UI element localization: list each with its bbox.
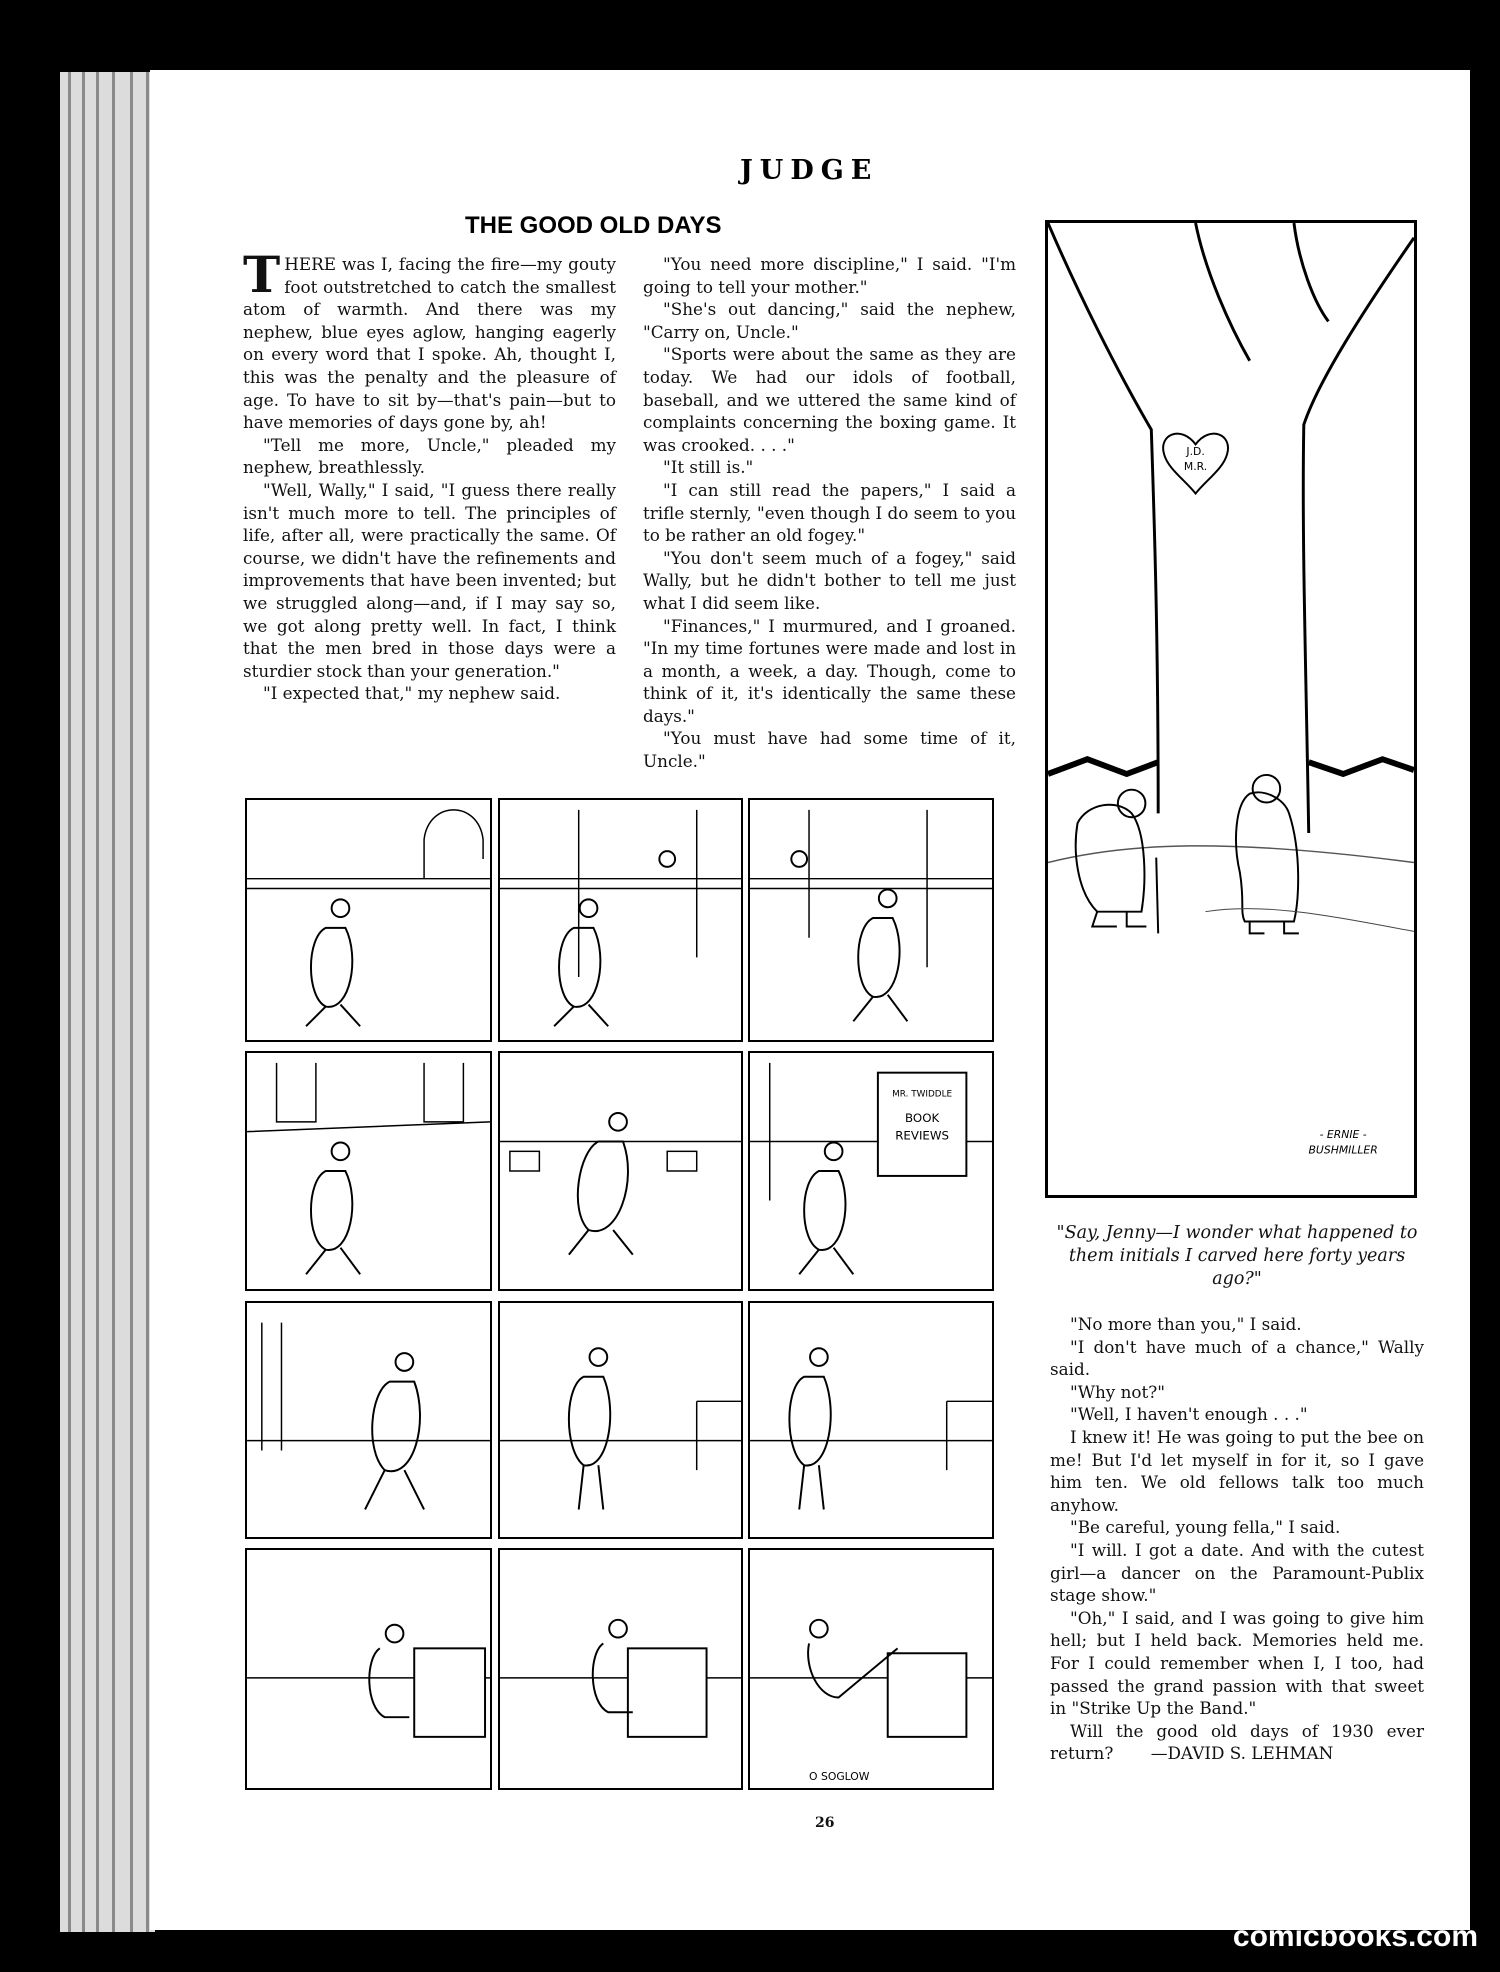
drop-cap: T [243,245,281,304]
comic-panel-8 [498,1301,743,1539]
comic-panel-4 [245,1051,492,1291]
paragraph: "I will. I got a date. And with the cutest girl—a dancer on the Paramount-Publix stage show." [1050,1539,1424,1606]
page-number: 26 [815,1815,835,1831]
paragraph: "Finances," I murmured, and I groaned. "In my time fortunes were made and lost in a month, a week, a day. Though, come to think of it, it's identically the same these days." [643,615,1016,726]
paragraph: "Why not?" [1070,1381,1165,1402]
paragraph: "It still is." [663,457,754,478]
paragraph: I knew it! He was going to put the bee on me! But I'd let myself in for it, so I gave him ten. We old fellows talk too much anyhow. [1050,1426,1424,1515]
paragraph: "She's out dancing," said the nephew, "Carry on, Uncle." [643,299,1016,342]
paragraph: "Tell me more, Uncle," pleaded my nephew, breathlessly. [243,434,616,478]
paragraph: "You don't seem much of a fogey," said Wally, but he didn't bother to tell me just what I did seem like. [643,547,1016,613]
comic-strip [245,798,1010,1796]
office-sign-line-1: MR. TWIDDLE [892,1089,953,1100]
tree-cartoon-drawing [1048,223,1414,1185]
strip-artist-signature: O SOGLOW [809,1770,870,1784]
scan-background [0,0,1500,72]
paragraph: "Well, I haven't enough . . ." [1070,1404,1308,1425]
paragraph: THERE was I, facing the fire—my gouty foot outstretched to catch the smallest atom of warmth. And there was my nephew, blue eyes aglow, hanging eagerly on every word that I spoke. Ah, thought I, this was the penalty and the pleasure of age. To have to sit by—that's pain—but to have memories of days gone by, ah! [243,245,617,433]
office-sign-line-2: BOOK [905,1110,940,1125]
tree-cartoon [1045,220,1417,1198]
comic-panel-6 [748,1051,994,1291]
paragraph: "Oh," I said, and I was going to give him hell; but I held back. Memories held me. For I could remember when I, I too, had passed the grand passion with that sweet in "Strike Up the Band." [1050,1607,1424,1719]
paragraph: "You need more discipline," I said. "I'm going to tell your mother." [643,254,1016,297]
paragraph [1050,1720,1424,1765]
comic-panel-1 [245,798,492,1042]
paragraph: "I don't have much of a chance," Wally said. [1050,1336,1424,1380]
office-sign-line-3: REVIEWS [895,1128,950,1143]
comic-panel-3 [748,798,994,1042]
artist-signature-line-1: - ERNIE - [1319,1127,1367,1141]
comic-panel-9 [748,1301,994,1539]
comic-panel-7 [245,1301,492,1539]
paragraph: "Sports were about the same as they are today. We had our idols of football, baseball, and we uttered the same kind of complaints concerning the boxing game. It was crooked. . . ." [643,344,1016,455]
artist-signature-line-2: BUSHMILLER [1308,1143,1378,1157]
article-headline: THE GOOD OLD DAYS [465,212,722,239]
paragraph: "No more than you," I said. [1070,1314,1302,1334]
paragraph: "Be careful, young fella," I said. [1070,1517,1341,1538]
article-column-2 [643,253,1016,773]
byline: —DAVID S. LEHMAN [1150,1743,1334,1764]
heart-initials-line-1: J.D. [1186,445,1205,459]
heart-initials-line-2: M.R. [1183,459,1208,473]
comic-panel-11 [498,1548,743,1790]
closing-line: Will the good old days of 1930 ever return? [1050,1720,1424,1764]
comic-panel-2 [498,798,743,1042]
book-page-edges [60,72,155,1932]
article-column-1 [243,245,617,705]
paragraph: "You must have had some time of it, Uncle." [643,728,1016,772]
small-caps-lead: HERE [284,254,336,274]
paragraph: "I can still read the papers," I said a trifle sternly, "even though I do seem to you to be rather an old fogey." [643,479,1016,546]
site-watermark: comicbooks.com [1232,1920,1478,1953]
article-column-3 [1050,1313,1424,1765]
paragraph: "Well, Wally," I said, "I guess there really isn't much more to tell. The principles of life, after all, were practically the same. Of course, we didn't have the refinements and improvements that have been invented; but we struggled along—and, if I may say so, we got along pretty well. In fact, I think that the men bred in those days were a sturdier stock than your generation." [243,479,616,681]
comic-panel-10 [245,1548,492,1790]
cartoon-caption: "Say, Jenny—I wonder what happened to them initials I carved here forty years ago?" [1056,1223,1418,1289]
masthead: JUDGE [740,155,879,186]
comic-panel-5 [498,1051,743,1291]
paragraph: "I expected that," my nephew said. [263,683,561,704]
comic-panel-12 [748,1548,994,1790]
